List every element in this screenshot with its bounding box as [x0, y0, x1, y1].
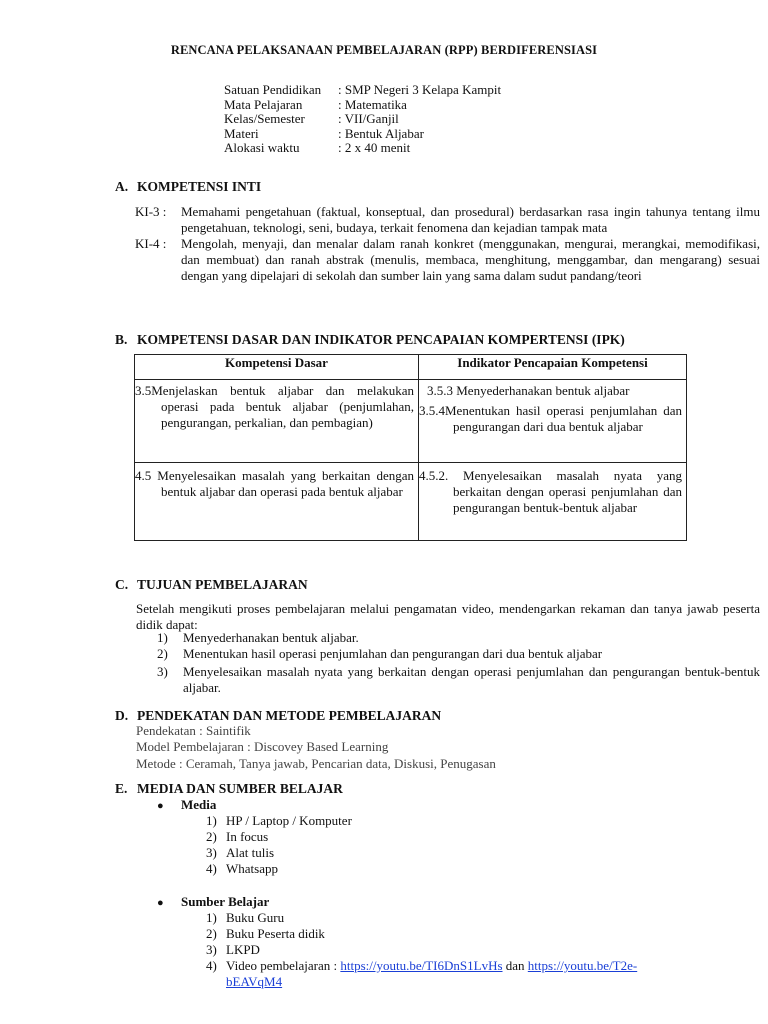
metode-line: Pendekatan : Saintifik: [136, 723, 251, 738]
list-number: 3): [206, 942, 217, 957]
section-c-heading: [115, 577, 308, 593]
section-title: TUJUAN PEMBELAJARAN: [137, 577, 308, 592]
bullet-icon: ●: [157, 800, 164, 812]
meta-row: [224, 112, 501, 127]
metode-line: Metode : Ceramah, Tanya jawab, Pencarian data, Diskusi, Penugasan: [136, 756, 496, 771]
meta-label: Kelas/Semester: [224, 111, 305, 126]
meta-value: : Bentuk Aljabar: [338, 125, 424, 141]
list-number: 2): [157, 646, 168, 661]
section-d-heading: [115, 708, 441, 724]
table-cell: [419, 380, 687, 463]
sumber-list: [206, 910, 746, 990]
table-header-row: [135, 355, 687, 380]
section-title: PENDEKATAN DAN METODE PEMBELAJARAN: [137, 708, 442, 723]
video-text: [226, 958, 637, 990]
ipk-text: 4.5.2. Menyelesaikan masalah nyata yang berkaitan dengan operasi penjumlahan dan pengurangan bentuk-bentuk aljabar: [419, 468, 682, 515]
bullet-icon: ●: [157, 897, 164, 909]
list-item: [157, 646, 760, 662]
ki-item: [135, 204, 760, 236]
list-item: [206, 958, 746, 990]
tujuan-intro: Setelah mengikuti proses pembelajaran melalui pengamatan video, mendengarkan rekaman dan tanya jawab peserta didik dapat:: [136, 601, 760, 632]
meta-value: : Matematika: [338, 96, 407, 112]
ki-text: Mengolah, menyaji, dan menalar dalam ranah konkret (menggunakan, mengurai, merangkai, memodifikasi, dan membuat) dan ranah abstrak (menulis, membaca, menghitung, menggambar, dan mengarang) sesuai dengan yang dipelajari di sekolah dan sumber lain yang sama dalam sudut pandang/teori: [181, 236, 760, 283]
list-number: 1): [206, 813, 217, 828]
section-title: MEDIA DAN SUMBER BELAJAR: [137, 781, 343, 796]
list-text: HP / Laptop / Komputer: [226, 813, 352, 828]
list-text: Alat tulis: [226, 845, 275, 860]
section-letter: A.: [115, 179, 129, 194]
ki-code: KI-3 :: [135, 204, 167, 219]
list-item: [206, 845, 352, 861]
video-link-2[interactable]: https://youtu.be/T2e-: [527, 958, 638, 973]
document-title: RENCANA PELAKSANAAN PEMBELAJARAN (RPP) BERDIFERENSIASI: [170, 43, 598, 57]
list-number: 4): [206, 958, 217, 973]
section-b-heading: [115, 332, 625, 348]
video-link-2-cont[interactable]: bEAVqM4: [226, 974, 283, 989]
list-number: 3): [206, 845, 217, 860]
meta-label: Mata Pelajaran: [224, 96, 303, 112]
list-text: LKPD: [226, 942, 260, 957]
ipk-text: 3.5.4Menentukan hasil operasi penjumlahan dan pengurangan dari dua bentuk aljabar: [419, 403, 682, 434]
meta-label: Materi: [224, 125, 259, 141]
meta-label: Alokasi waktu: [224, 140, 300, 155]
video-link-1[interactable]: https://youtu.be/TI6DnS1LvHs: [340, 958, 503, 973]
kompetensi-inti-list: [135, 204, 760, 284]
media-list: [206, 813, 352, 877]
table-cell: [135, 380, 419, 463]
tujuan-list: [157, 630, 760, 696]
list-item: [206, 926, 746, 942]
list-item: [206, 829, 352, 845]
table-header-ipk: Indikator Pencapaian Kompetensi: [419, 355, 687, 380]
list-item: [157, 630, 760, 646]
list-item: [206, 910, 746, 926]
list-text: Whatsapp: [226, 861, 278, 876]
meta-value: : 2 x 40 menit: [338, 140, 411, 155]
ipk-text: 3.5.3 Menyederhanakan bentuk aljabar: [427, 383, 630, 398]
media-heading: [157, 797, 216, 814]
table-cell: [419, 463, 687, 541]
list-number: 3): [157, 664, 168, 679]
table-header-kd: Kompetensi Dasar: [135, 355, 419, 380]
ki-code: KI-4 :: [135, 236, 167, 251]
section-title: KOMPETENSI DASAR DAN INDIKATOR PENCAPAIAN KOMPERTENSI (IPK): [137, 332, 625, 347]
metode-line: Model Pembelajaran : Discovey Based Learning: [136, 739, 389, 754]
media-label: Media: [181, 797, 217, 812]
kd-text: 4.5 Menyelesaikan masalah yang berkaitan dengan bentuk aljabar dan operasi pada bentuk aljabar: [135, 468, 414, 499]
list-text: Buku Guru: [226, 910, 285, 925]
section-e-heading: [115, 781, 343, 797]
list-number: 2): [206, 926, 217, 941]
section-a-heading: [115, 179, 261, 195]
list-text: Menentukan hasil operasi penjumlahan dan pengurangan dari dua bentuk aljabar: [183, 646, 603, 661]
list-number: 2): [206, 829, 217, 844]
section-letter: D.: [115, 708, 129, 723]
meta-value: : SMP Negeri 3 Kelapa Kampit: [338, 82, 502, 97]
table-row: [135, 380, 687, 463]
meta-row: [224, 127, 501, 142]
list-number: 1): [157, 630, 168, 645]
list-item: [206, 942, 746, 958]
metode-block: [136, 723, 496, 772]
table-cell: [135, 463, 419, 541]
list-text: Buku Peserta didik: [226, 926, 325, 941]
list-text: Menyederhanakan bentuk aljabar.: [183, 630, 359, 645]
list-number: 1): [206, 910, 217, 925]
list-item: [206, 861, 352, 877]
section-letter: C.: [115, 577, 129, 592]
list-number: 4): [206, 861, 217, 876]
video-mid: dan: [502, 958, 528, 973]
meta-row: [224, 98, 501, 113]
section-title: KOMPETENSI INTI: [137, 179, 262, 194]
ki-item: [135, 236, 760, 284]
video-prefix: Video pembelajaran :: [226, 958, 341, 973]
section-letter: E.: [115, 781, 128, 796]
sumber-label: Sumber Belajar: [181, 894, 270, 909]
sumber-heading: [157, 894, 269, 911]
meta-value: : VII/Ganjil: [338, 111, 399, 126]
meta-label: Satuan Pendidikan: [224, 82, 322, 97]
meta-row: [224, 141, 501, 156]
ki-text: Memahami pengetahuan (faktual, konseptual, dan prosedural) berdasarkan rasa ingin tahunya tentang ilmu pengetahuan, teknologi, seni, budaya, terkait fenomena dan kejadian tampak mata: [181, 204, 760, 235]
kd-ipk-table: [134, 354, 687, 541]
list-item: [157, 664, 760, 696]
table-row: [135, 463, 687, 541]
section-letter: B.: [115, 332, 128, 347]
list-text: In focus: [226, 829, 269, 844]
kd-text: 3.5Menjelaskan bentuk aljabar dan melakukan operasi pada bentuk aljabar (penjumlahan, pengurangan, perkalian, dan pembagian): [135, 383, 414, 430]
identity-block: [224, 83, 501, 156]
meta-row: [224, 83, 501, 98]
list-text: Menyelesaikan masalah nyata yang berkaitan dengan operasi penjumlahan dan pengurangan bentuk-bentuk aljabar.: [183, 664, 760, 695]
list-item: [206, 813, 352, 829]
